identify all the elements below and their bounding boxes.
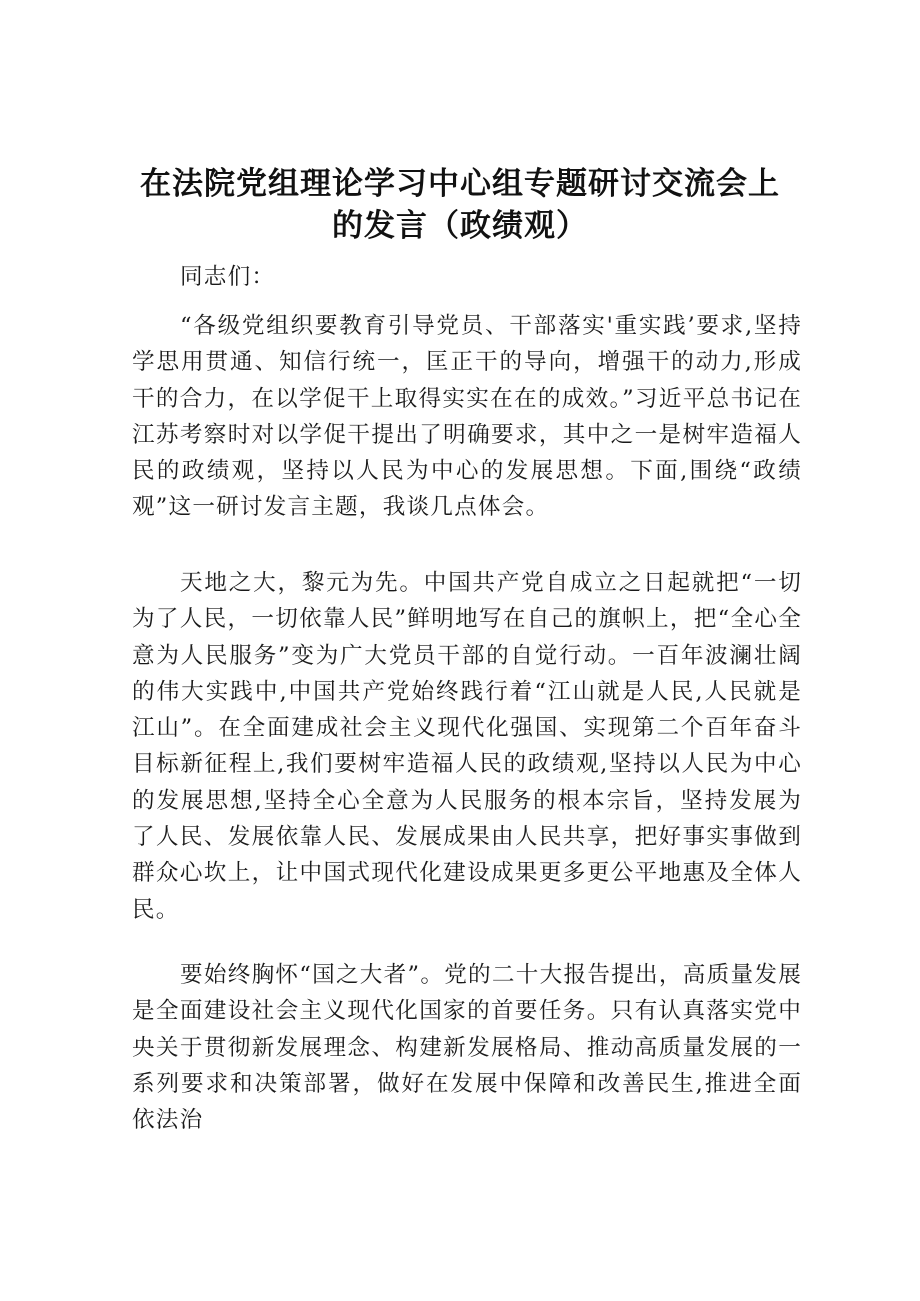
document-title-line-1: 在法院党组理论学习中心组专题研讨交流会上 <box>140 166 780 202</box>
paragraph-3: 要始终胸怀“国之大者”。党的二十大报告提出，高质量发展是全面建设社会主义现代化国家的首要任务。只有认真落实党中央关于贯彻新发展理念、构建新发展格局、推动高质量发展的一系列要求和决策部署，做好在发展中保障和改善民生,推进全面依法治 <box>132 962 802 1134</box>
paragraph-1: “各级党组织要教育引导党员、干部落实'重实践’要求,坚持学思用贯通、知信行统一，匡正干的导向，增强干的动力,形成干的合力，在以学促干上取得实实在在的成效。”习近平总书记在江苏考察时对以学促干提出了明确要求，其中之一是树牢造福人民的政绩观，坚持以人民为中心的发展思想。下面,围绕“政绩观”这一研讨发言主题，我谈几点体会。 <box>132 313 802 521</box>
greeting: 同志们： <box>180 264 276 290</box>
paragraph-2: 天地之大，黎元为先。中国共产党自成立之日起就把“一切为了人民，一切依靠人民”鲜明地写在自己的旗帜上，把“全心全意为人民服务”变为广大党员干部的自觉行动。一百年波澜壮阔的伟大实践中,中国共产党始终践行着“江山就是人民,人民就是江山”。在全面建成社会主义现代化强国、实现第二个百年奋斗目标新征程上,我们要树牢造福人民的政绩观,坚持以人民为中心的发展思想,坚持全心全意为人民服务的根本宗旨，坚持发展为了人民、发展依靠人民、发展成果由人民共享，把好事实事做到群众心坎上，让中国式现代化建设成果更多更公平地惠及全体人民。 <box>132 570 802 923</box>
document-title-line-2: 的发言（政绩观） <box>332 208 588 244</box>
